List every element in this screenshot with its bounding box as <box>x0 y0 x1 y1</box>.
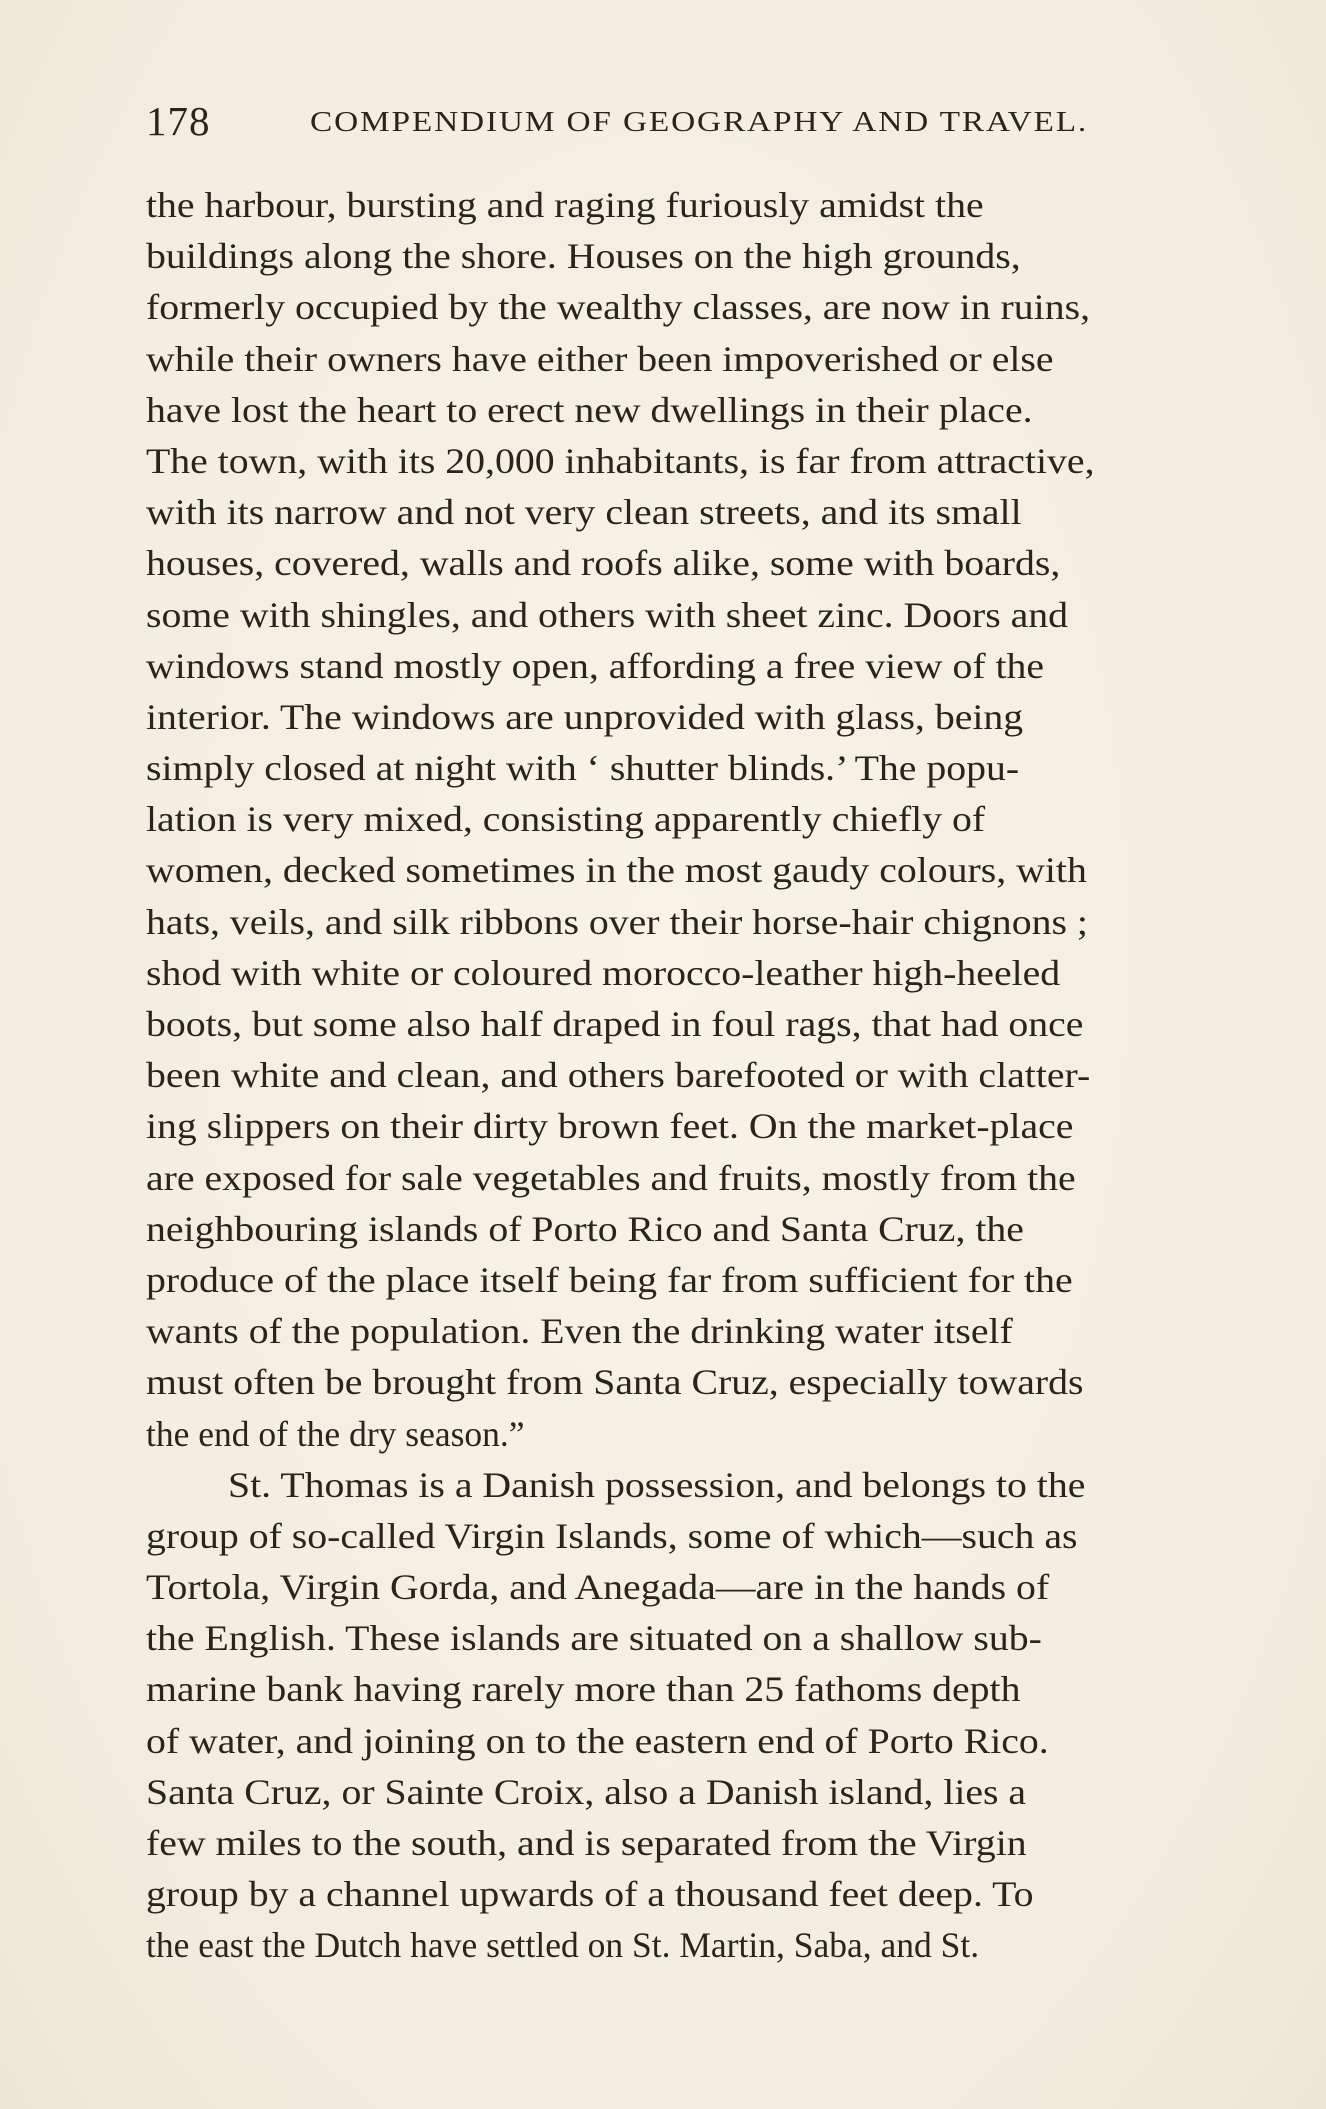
text-line: the harbour, bursting and raging furiously amidst the <box>146 185 984 225</box>
text-line: formerly occupied by the wealthy classes, are now in ruins, <box>146 287 1091 328</box>
text-line: Tortola, Virgin Gorda, and Anegada—are in the hands of <box>146 1567 1050 1608</box>
running-head <box>146 96 1206 146</box>
text-line: shod with white or coloured morocco-leather high-heeled <box>146 952 1061 993</box>
text-line: been white and clean, and others barefooted or with clatter- <box>146 1055 1091 1096</box>
text-line: hats, veils, and silk ribbons over their horse-hair chignons ; <box>146 901 1088 942</box>
text-line: few miles to the south, and is separated from the Virgin <box>146 1823 1027 1863</box>
body-text <box>146 180 1216 1972</box>
text-line: group of so-called Virgin Islands, some of which—such as <box>146 1515 1078 1556</box>
text-line: simply closed at night with ‘ shutter blinds.’ The popu- <box>146 748 1020 789</box>
text-line: the English. These islands are situated on a shallow sub- <box>146 1618 1042 1659</box>
paragraph-start-line: St. Thomas is a Danish possession, and belongs to the <box>228 1464 1086 1505</box>
text-line: the east the Dutch have settled on St. Martin, Saba, and St. <box>146 1925 980 1966</box>
text-line: lation is very mixed, consisting apparently chiefly of <box>146 799 986 840</box>
text-line: with its narrow and not very clean streets, and its small <box>146 492 1022 533</box>
text-line: must often be brought from Santa Cruz, especially towards <box>146 1362 1084 1403</box>
page-number: 178 <box>146 98 211 144</box>
text-line: interior. The windows are unprovided with glass, being <box>146 696 1024 737</box>
text-line: wants of the population. Even the drinking water itself <box>146 1311 1013 1352</box>
text-line: houses, covered, walls and roofs alike, some with boards, <box>146 543 1061 584</box>
text-line: windows stand mostly open, affording a free view of the <box>146 645 1045 686</box>
text-line: group by a channel upwards of a thousand feet deep. To <box>146 1874 1034 1915</box>
text-line: are exposed for sale vegetables and fruits, mostly from the <box>146 1157 1076 1198</box>
text-line: while their owners have either been impoverished or else <box>146 338 1054 379</box>
text-line: of water, and joining on to the eastern end of Porto Rico. <box>146 1720 1049 1761</box>
text-line: women, decked sometimes in the most gaudy colours, with <box>146 850 1087 891</box>
text-line: boots, but some also half draped in foul rags, that had once <box>146 1004 1084 1044</box>
text-line: marine bank having rarely more than 25 fathoms depth <box>146 1669 1021 1710</box>
text-line: produce of the place itself being far from sufficient for the <box>146 1259 1073 1300</box>
text-line: some with shingles, and others with sheet zinc. Doors and <box>146 594 1069 635</box>
text-line: the end of the dry season.” <box>146 1413 525 1454</box>
text-line: neighbouring islands of Porto Rico and Santa Cruz, the <box>146 1208 1024 1249</box>
running-title: COMPENDIUM OF GEOGRAPHY AND TRAVEL. <box>310 106 1089 138</box>
text-line: Santa Cruz, or Sainte Croix, also a Danish island, lies a <box>146 1771 1027 1812</box>
text-line: buildings along the shore. Houses on the high grounds, <box>146 236 1021 277</box>
text-line: have lost the heart to erect new dwellings in their place. <box>146 389 1033 430</box>
text-line: ing slippers on their dirty brown feet. On the market-place <box>146 1106 1074 1147</box>
text-line: The town, with its 20,000 inhabitants, is far from attractive, <box>146 440 1095 481</box>
